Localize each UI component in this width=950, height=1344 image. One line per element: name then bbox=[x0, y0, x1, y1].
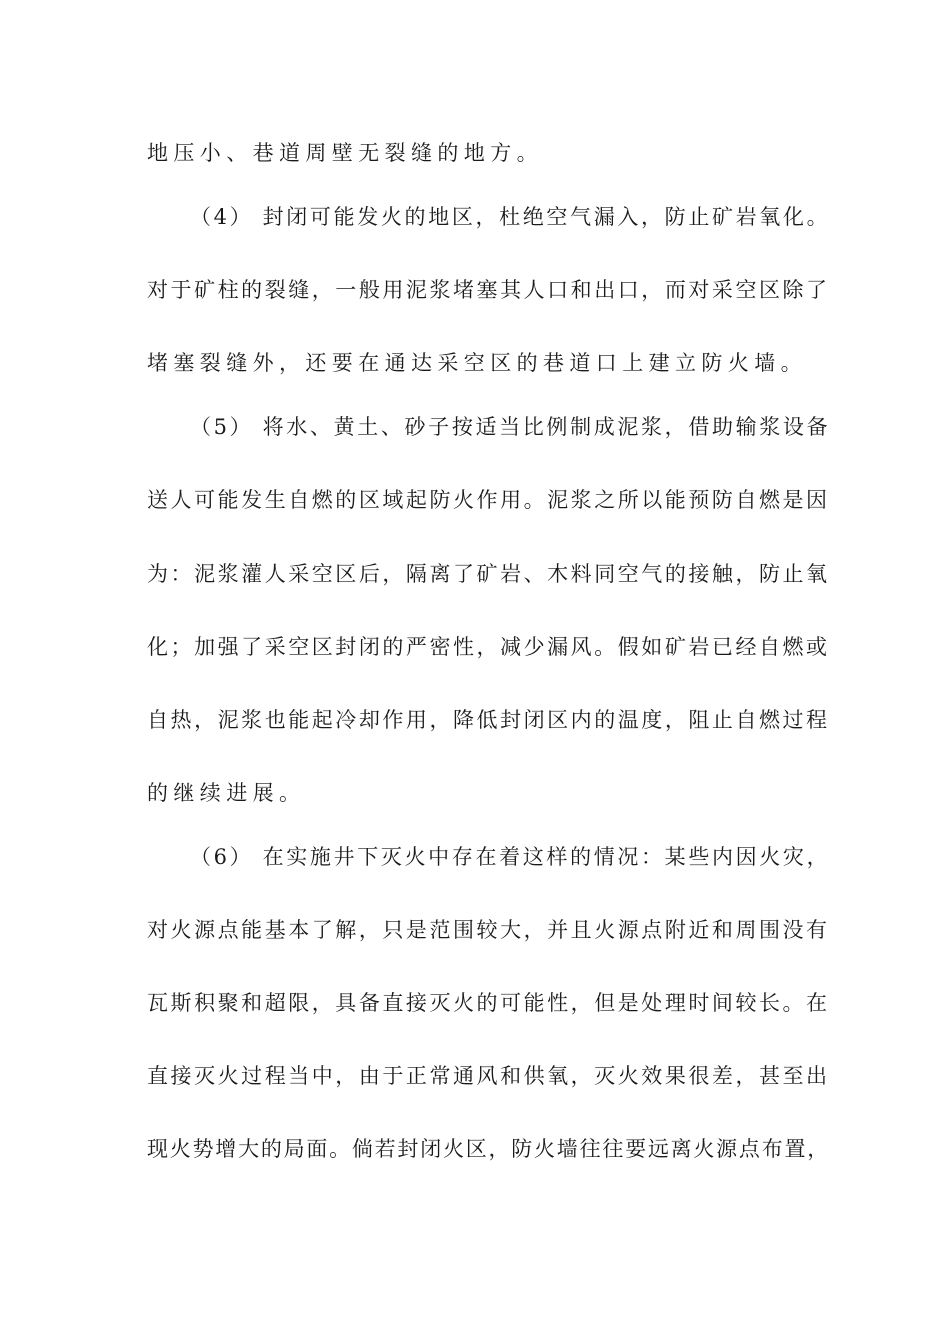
paragraph-6-heading-line: （6） 在实施井下灭火中存在着这样的情况：某些内因火灾， bbox=[190, 845, 831, 869]
text-line: 对火源点能基本了解，只是范围较大，并且火源点附近和周围没有 bbox=[147, 918, 830, 942]
text-line: 自热，泥浆也能起冷却作用，降低封闭区内的温度，阻止自燃过程 bbox=[147, 708, 830, 732]
text-line: 堵塞裂缝外，还要在通达采空区的巷道口上建立防火墙。 bbox=[147, 351, 807, 375]
text-line: 现火势增大的局面。倘若封闭火区，防火墙往往要远离火源点布置， bbox=[147, 1137, 830, 1161]
text-line: 化；加强了采空区封闭的严密性，减少漏风。假如矿岩已经自燃或 bbox=[147, 635, 830, 659]
text-line: 直接灭火过程当中，由于正常通风和供氧，灭火效果很差，甚至出 bbox=[147, 1064, 830, 1088]
text-line: 对于矿柱的裂缝，一般用泥浆堵塞其人口和出口，而对采空区除了 bbox=[147, 278, 830, 302]
text-line: 地压小、巷道周壁无裂缝的地方。 bbox=[147, 141, 543, 165]
text-line: 的继续进展。 bbox=[147, 781, 306, 805]
text-line: 瓦斯积聚和超限，具备直接灭火的可能性，但是处理时间较长。在 bbox=[147, 991, 830, 1015]
paragraph-4-heading-line: （4） 封闭可能发火的地区，杜绝空气漏入，防止矿岩氧化。 bbox=[190, 205, 831, 229]
text-line: 为：泥浆灌人采空区后，隔离了矿岩、木料同空气的接触，防止氧 bbox=[147, 562, 830, 586]
paragraph-5-heading-line: （5） 将水、黄土、砂子按适当比例制成泥浆，借助输浆设备 bbox=[190, 415, 831, 439]
text-line: 送人可能发生自燃的区域起防火作用。泥浆之所以能预防自燃是因 bbox=[147, 488, 830, 512]
